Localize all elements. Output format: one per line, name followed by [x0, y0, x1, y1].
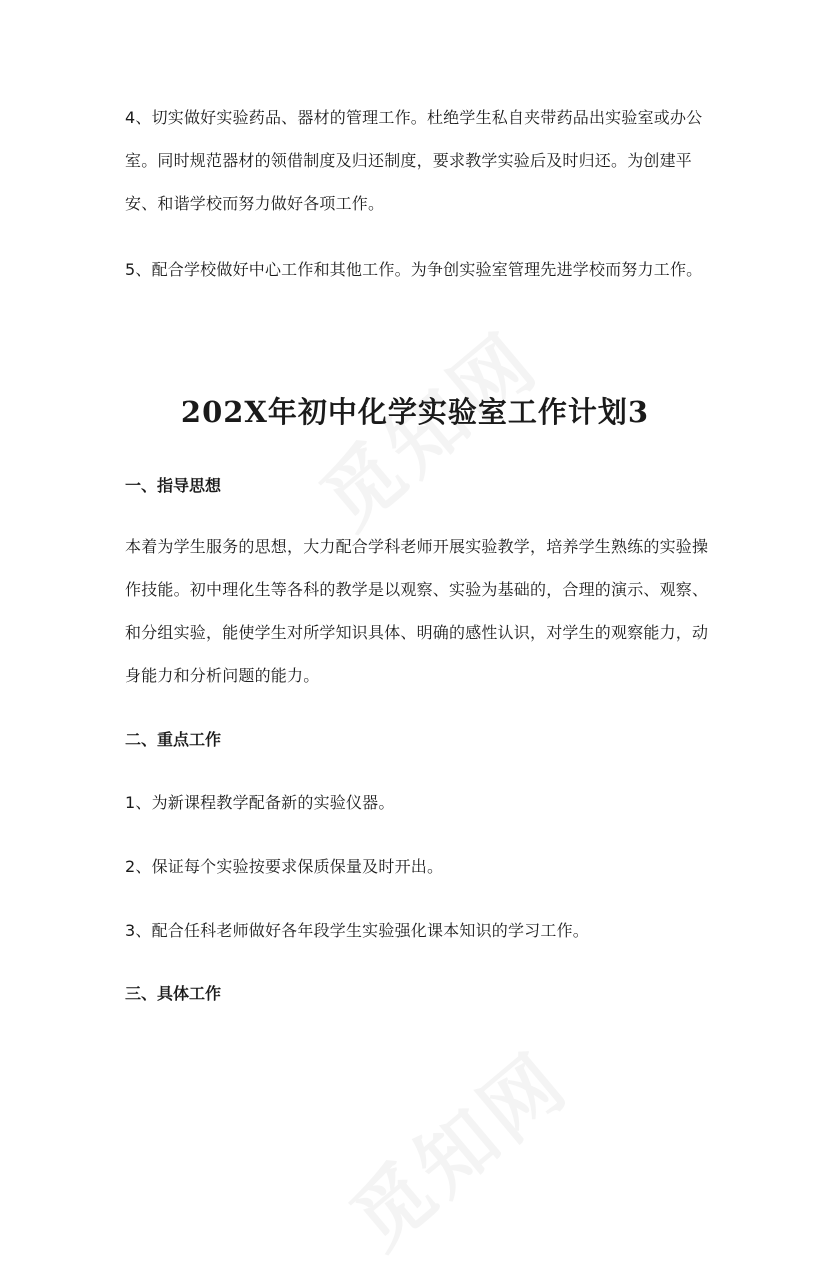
- watermark-logo: [323, 1022, 588, 1270]
- list-item-key-work-1: 1、为新课程教学配备新的实验仪器。: [125, 793, 395, 812]
- paragraph-item-4: 4、切实做好实验药品、器材的管理工作。杜绝学生私自夹带药品出实验室或办公室。同时规范器材的领借制度及归还制度，要求教学实验后及时归还。为创建平安、和谐学校而努力做好各项工作。: [125, 108, 703, 213]
- paragraph-guiding-ideology: 本着为学生服务的思想，大力配合学科老师开展实验教学，培养学生熟练的实验操作技能。初中理化生等各科的教学是以观察、实验为基础的，合理的演示、观察、和分组实验，能使学生对所学知识具体、明确的感性认识，对学生的观察能力，动身能力和分析问题的能力。: [125, 537, 709, 685]
- list-item-key-work-2: 2、保证每个实验按要求保质保量及时开出。: [125, 857, 444, 876]
- document-title: 202X年初中化学实验室工作计划3: [180, 395, 650, 429]
- paragraph-item-5: 5、配合学校做好中心工作和其他工作。为争创实验室管理先进学校而努力工作。: [125, 260, 703, 279]
- list-item-key-work-3: 3、配合任科老师做好各年段学生实验强化课本知识的学习工作。: [125, 921, 589, 940]
- section-heading-key-work: 二、重点工作: [125, 730, 222, 749]
- section-heading-guiding-ideology: 一、指导思想: [125, 476, 222, 495]
- section-heading-specific-work: 三、具体工作: [125, 984, 222, 1003]
